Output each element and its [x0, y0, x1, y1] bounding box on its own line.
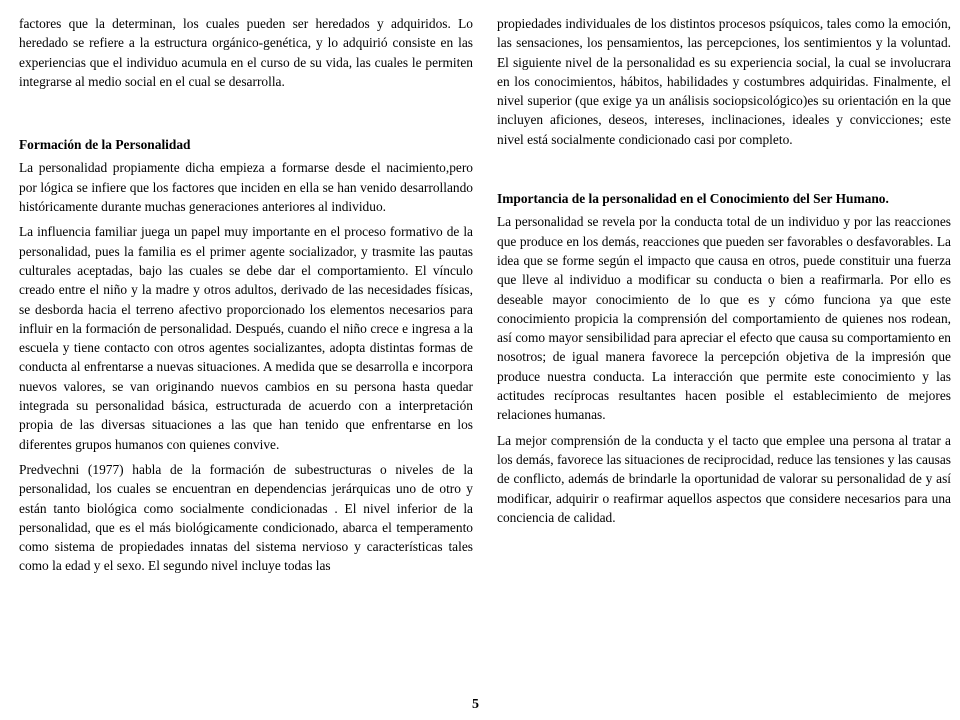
heading-importancia: Importancia de la personalidad en el Conocimiento del Ser Humano. — [497, 191, 889, 207]
left-column — [19, 14, 473, 582]
importancia-paragraph-1: La personalidad se revela por la conducta total de un individuo y por las reacciones que produce en los demás, reacciones que pueden ser favorables o desfavorables. La idea que se forme según el impacto que causa en otros, puede constituir una fuerza que lleve al individuo a modificar su conducta o bien a reafirmarla. Por ello es deseable mayor conocimiento de lo que es y cómo funciona ya que este conocimiento propicia la comprensión del comportamiento de quienes nos rodean, así como mayor sensibilidad para apreciar el efecto que causa su comportamiento en nosotros; de igual manera favorece la percepción objetiva de la impresión que produce nuestra conducta. La interacción que permite este conocimiento y las actitudes recíprocas resultantes hacen posible el establecimiento de mejores relaciones humanas. — [497, 214, 951, 423]
formacion-paragraph-1: La personalidad propiamente dicha empieza a formarse desde el nacimiento,pero por lógica se infiere que los factores que inciden en ella se han venido desarrollando históricamente durante muchas generaciones anteriores al individuo. — [19, 160, 473, 215]
importancia-paragraph-2: La mejor comprensión de la conducta y el tacto que emplee una persona al tratar a los demás, favorece las situaciones de reciprocidad, reduce las tensiones y las causas de conflicto, además de brindarle la oportunidad de valorar su personalidad de y así modificar, adquirir o reafirmar aquellos aspectos que considere necesarios para una conciencia de calidad. — [497, 432, 951, 525]
intro-paragraph: factores que la determinan, los cuales pueden ser heredados y adquiridos. Lo heredado se refiere a la estructura orgánico-genética, y lo adquirió consiste en las experiencias que el individuo acumula en el curso de su vida, las cuales le permiten integrarse al medio social en el cual se desarrolla. — [19, 16, 473, 89]
heading-formacion: Formación de la Personalidad — [19, 137, 191, 153]
formacion-paragraph-3: Predvechni (1977) habla de la formación de subestructuras o niveles de la personalidad, los cuales se encuentran en dependencias jerárquicas uno de otro y están tanto biológica como socialmente condicionadas . El nivel inferior de la personalidad, que es el más biológicamente condicionado, abarca el temperamento como sistema de propiedades innatas del sistema nervioso y características tales como la edad y el sexo. El segundo nivel incluye todas las — [19, 461, 473, 574]
right-column — [497, 14, 951, 533]
page-number: 5 — [472, 697, 479, 712]
formacion-paragraph-2: La influencia familiar juega un papel muy importante en el proceso formativo de la personalidad, pues la familia es el primer agente socializador, y trasmite las pautas culturales aceptadas, bajo las cuales se debe dar el comportamiento. El vínculo creado entre el niño y la madre y otros adultos, derivado de las necesidades físicas, se desborda hacia el terreno afectivo proporcionado los elementos necesarios para influir en la formación de personalidad. Después, cuando el niño crece e ingresa a la escuela y tiene contacto con otros agentes socializantes, adopta distintas formas de conducta al enfrentarse a nuevas situaciones. A medida que se desarrolla e incorpora nuevos valores, se van originando nuevos cambios en su persona hasta quedar integrada su personalidad básica, estructurada de acuerdo con a interpretación propia de las diversas situaciones a las que han tenido que enfrentarse en los diferentes grupos humanos con quienes convive. — [19, 224, 473, 452]
continuation-paragraph: propiedades individuales de los distintos procesos psíquicos, tales como la emoción, las sensaciones, los pensamientos, las percepciones, los sentimientos y la voluntad. El siguiente nivel de la personalidad es su experiencia social, la cual se involucrara en los conocimientos, hábitos, habilidades y costumbres adquiridas. Finalmente, el nivel superior (que exige ya un análisis sociopsicológico)es su orientación en la que incluyen aficiones, deseos, intereses, inclinaciones, ideales y convicciones; este nivel está socialmente condicionado casi por completo. — [497, 16, 951, 147]
